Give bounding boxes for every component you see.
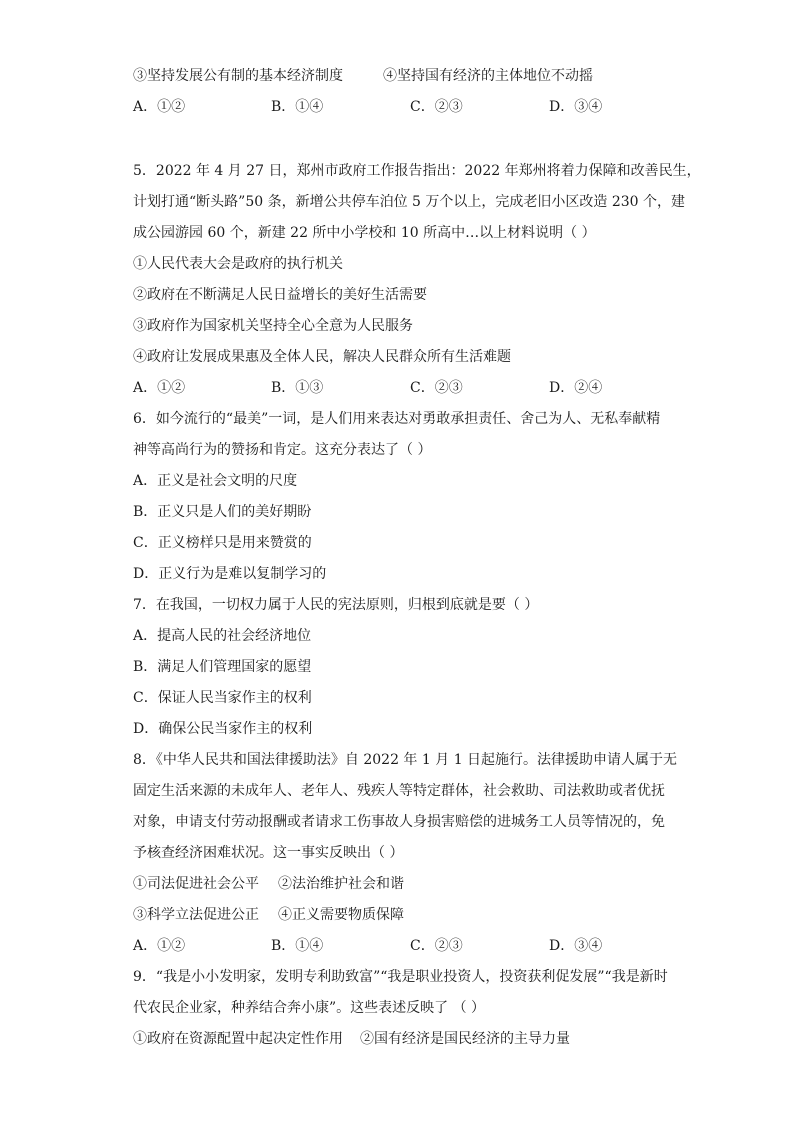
q6-option-c[interactable]: C．正义榜样只是用来赞赏的 — [133, 535, 312, 551]
q9-stem-line-2: 代农民企业家，种养结合奔小康”。这些表述反映了 （ ） — [133, 1000, 486, 1016]
q7-option-d[interactable]: D．确保公民当家作主的权利 — [133, 721, 313, 737]
q5-item-1: ①人民代表大会是政府的执行机关 — [133, 256, 343, 272]
q4-option-d[interactable]: D．③④ — [549, 99, 603, 115]
q8-stem-line-4: 予核查经济困难状况。这一事实反映出（ ） — [133, 845, 404, 861]
q4-item-3: ③坚持发展公有制的基本经济制度 — [133, 68, 343, 84]
q5-item-4: ④政府让发展成果惠及全体人民，解决人民群众所有生活难题 — [133, 349, 511, 365]
q5-stem-line-3: 成公园游园 60 个，新建 22 所中小学校和 10 所高中…以上材料说明（ ） — [133, 225, 596, 241]
q7-option-b[interactable]: B．满足人们管理国家的愿望 — [133, 659, 312, 675]
q6-stem-line-2: 神等高尚行为的赞扬和肯定。这充分表达了（ ） — [133, 442, 432, 458]
q4-option-c[interactable]: C．②③ — [410, 99, 463, 115]
q9-item-1: ①政府在资源配置中起决定性作用 — [133, 1031, 343, 1047]
q4-option-a[interactable]: A．①② — [133, 99, 186, 115]
q5-item-2: ②政府在不断满足人民日益增长的美好生活需要 — [133, 287, 427, 303]
q7-option-c[interactable]: C．保证人民当家作主的权利 — [133, 690, 312, 706]
q4-option-b[interactable]: B．①④ — [271, 99, 324, 115]
q8-stem-line-2: 固定生活来源的未成年人、老年人、残疾人等特定群体，社会救助、司法救助或者优抚 — [133, 783, 665, 799]
q5-item-3: ③政府作为国家机关坚持全心全意为人民服务 — [133, 318, 413, 334]
q6-option-d[interactable]: D．正义行为是难以复制学习的 — [133, 566, 327, 582]
q5-option-a[interactable]: A．①② — [133, 380, 186, 396]
q5-option-b[interactable]: B．①③ — [271, 380, 324, 396]
q8-item-4: ④正义需要物质保障 — [278, 907, 404, 923]
q8-item-2: ②法治维护社会和谐 — [278, 876, 404, 892]
q8-stem-line-3: 对象，申请支付劳动报酬或者请求工伤事故人身损害赔偿的进城务工人员等情况的，免 — [133, 814, 665, 830]
q6-option-b[interactable]: B．正义只是人们的美好期盼 — [133, 504, 312, 520]
q8-option-d[interactable]: D．③④ — [549, 938, 603, 954]
q5-option-c[interactable]: C．②③ — [410, 380, 463, 396]
q6-option-a[interactable]: A．正义是社会文明的尺度 — [133, 473, 298, 489]
q5-stem-line-2: 计划打通“断头路”50 条，新增公共停车泊位 5 万个以上，完成老旧小区改造 230 个，建 — [133, 194, 686, 210]
q8-option-b[interactable]: B．①④ — [271, 938, 324, 954]
q5-option-d[interactable]: D．②④ — [549, 380, 603, 396]
q7-option-a[interactable]: A．提高人民的社会经济地位 — [133, 628, 312, 644]
q4-item-4: ④坚持国有经济的主体地位不动摇 — [383, 68, 593, 84]
q9-stem-line-1: 9．“我是小小发明家，发明专利助致富”“我是职业投资人，投资获利促发展”“我是新时 — [133, 969, 668, 985]
q9-item-2: ②国有经济是国民经济的主导力量 — [360, 1031, 570, 1047]
q8-stem-line-1: 8．《中华人民共和国法律援助法》自 2022 年 1 月 1 日起施行。法律援助申请人属于无 — [133, 752, 678, 768]
q6-stem-line-1: 6．如今流行的“最美”一词，是人们用来表达对勇敢承担责任、舍己为人、无私奉献精 — [133, 411, 661, 427]
q8-option-c[interactable]: C．②③ — [410, 938, 463, 954]
q8-option-a[interactable]: A．①② — [133, 938, 186, 954]
q8-item-1: ①司法促进社会公平 — [133, 876, 259, 892]
q5-stem-line-1: 5．2022 年 4 月 27 日，郑州市政府工作报告指出：2022 年郑州将着力保障和改善民生， — [133, 163, 701, 179]
q8-item-3: ③科学立法促进公正 — [133, 907, 259, 923]
q7-stem-line-1: 7．在我国，一切权力属于人民的宪法原则，归根到底就是要（ ） — [133, 597, 539, 613]
